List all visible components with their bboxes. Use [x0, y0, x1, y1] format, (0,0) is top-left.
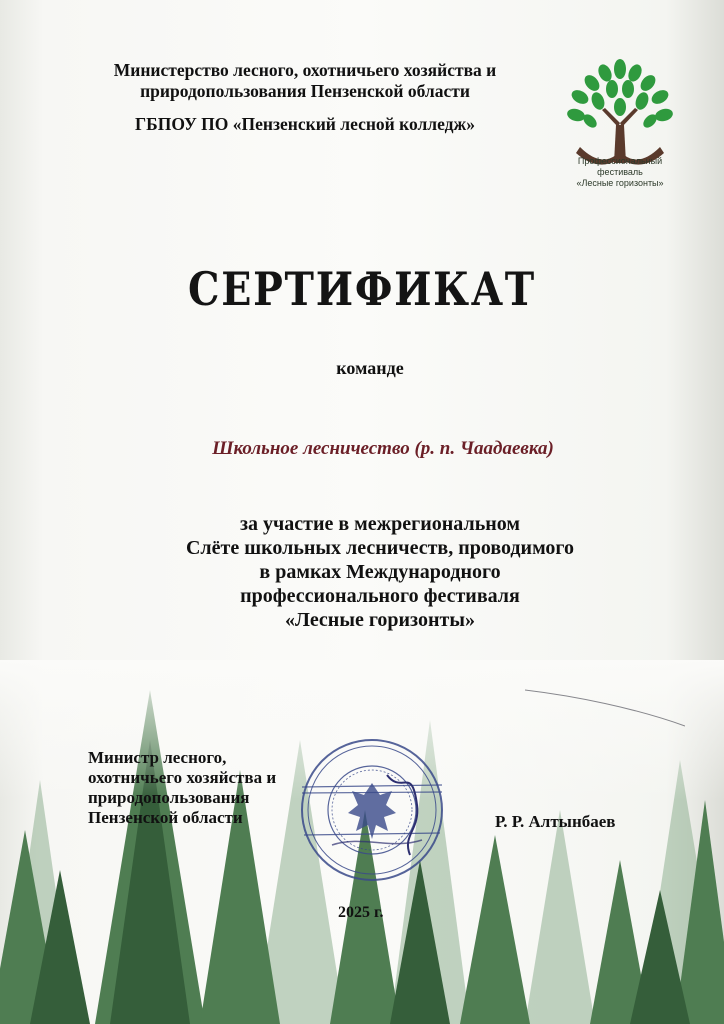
ministry-line-2: природопользования Пензенской области	[140, 81, 470, 101]
ink-line	[525, 688, 685, 728]
signer-position-line: Пензенской области	[88, 808, 243, 827]
award-reason-line: за участие в межрегиональном	[239, 513, 521, 535]
logo-caption-line: фестиваль	[597, 167, 643, 177]
logo-caption-line: Профессиональный	[577, 156, 663, 166]
signer-name: Р. Р. Алтынбаев	[495, 812, 616, 831]
logo-caption-line: «Лесные горизонты»	[576, 178, 664, 188]
ministry-line-1: Министерство лесного, охотничьего хозяйства и	[113, 60, 497, 80]
issuer-header	[70, 60, 540, 135]
recipient-label: команде	[336, 358, 404, 378]
logo-caption	[555, 156, 685, 189]
signer-position-line: природопользования	[88, 788, 250, 807]
signer-position-line: Министр лесного,	[88, 748, 227, 767]
award-reason-line: «Лесные горизонты»	[285, 609, 475, 631]
college-name: ГБПОУ ПО «Пензенский лесной колледж»	[135, 114, 475, 134]
award-reason-line: профессионального фестиваля	[240, 585, 520, 607]
award-reason-line: Слёте школьных лесничеств, проводимого	[185, 537, 575, 559]
award-reason	[110, 512, 650, 632]
signer-position	[88, 748, 318, 828]
official-seal-icon	[292, 735, 452, 885]
award-reason-line: в рамках Международного	[259, 561, 501, 583]
issue-year: 2025 г.	[338, 904, 384, 921]
team-name: Школьное лесничество (р. п. Чаадаевка)	[212, 438, 554, 459]
signer-position-line: охотничьего хозяйства и	[88, 768, 277, 787]
certificate-title: СЕРТИФИКАТ	[188, 262, 536, 316]
